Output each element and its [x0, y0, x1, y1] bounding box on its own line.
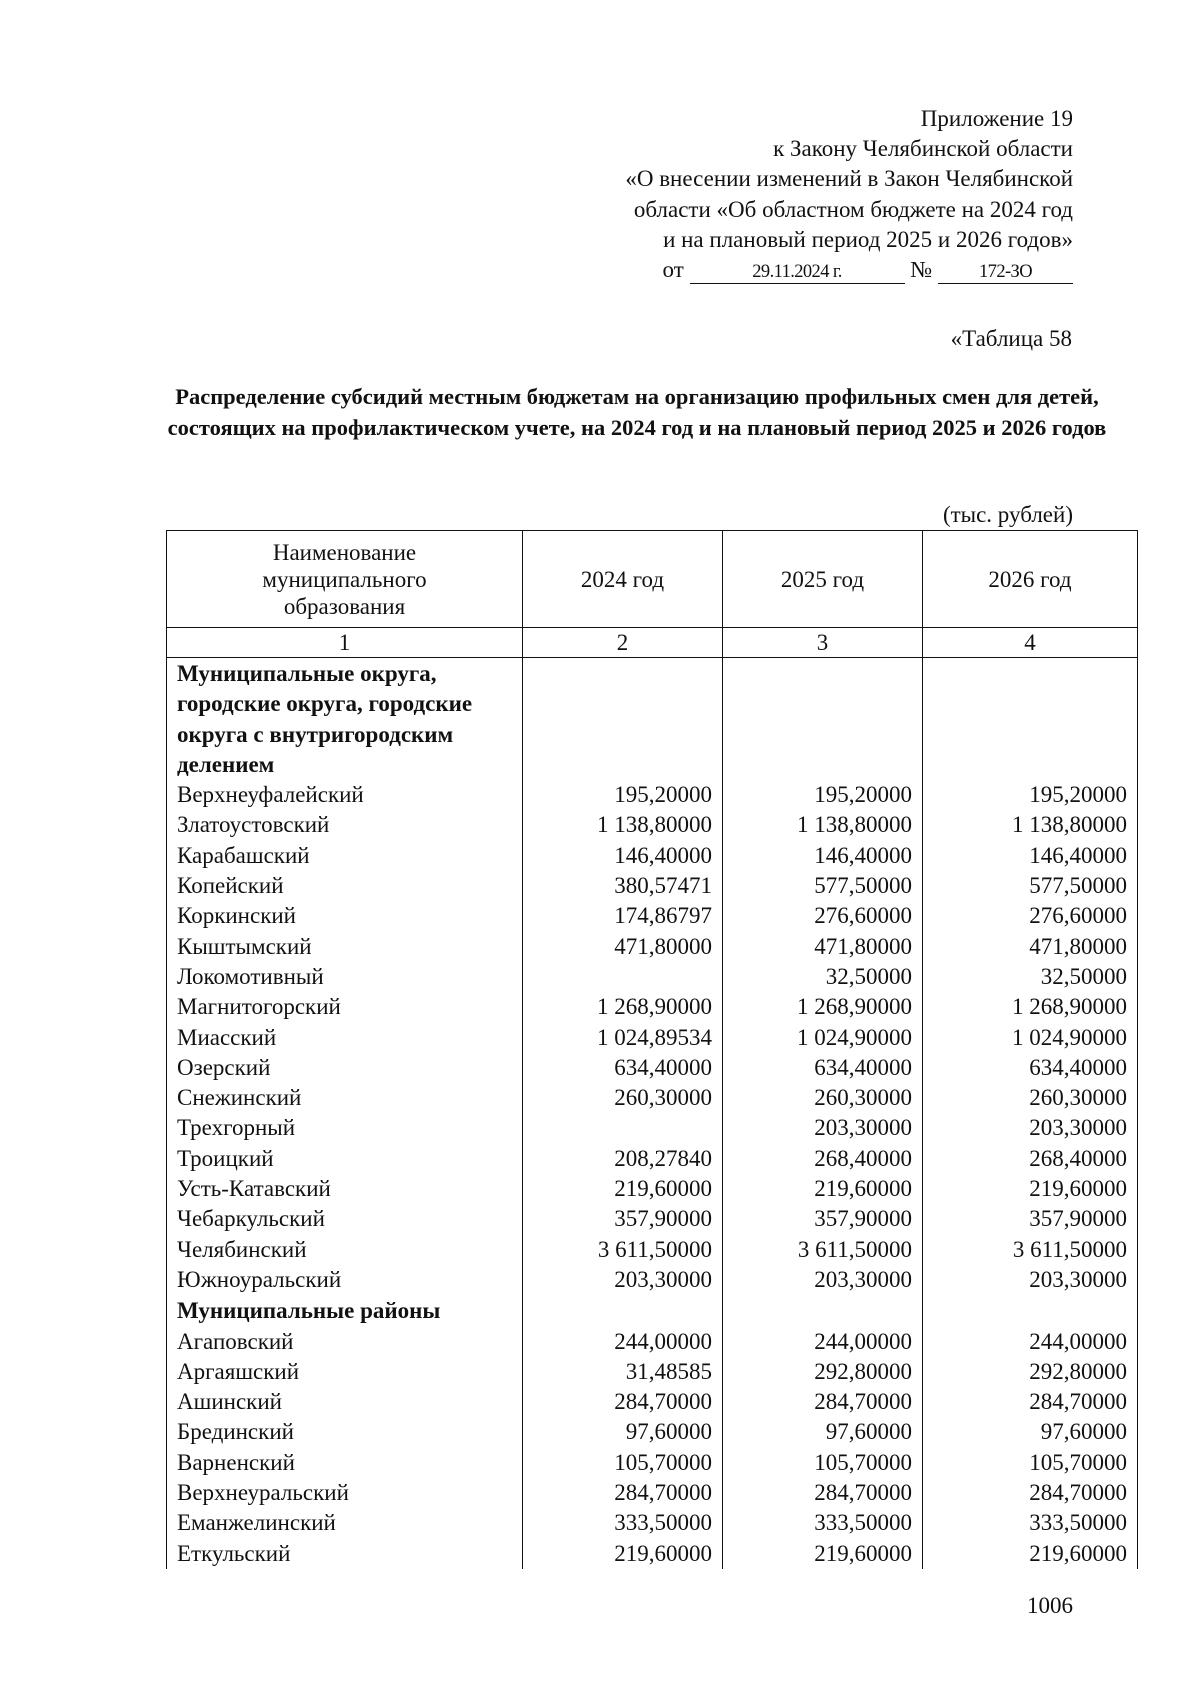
- column-header: 2024 год: [523, 531, 723, 628]
- table-row: [167, 841, 1138, 871]
- appendix-line: «О внесении изменений в Закон Челябинской: [625, 166, 1073, 192]
- date-prefix: от: [662, 257, 684, 283]
- value-2026: 357,90000: [923, 1204, 1138, 1234]
- table-row: [167, 1327, 1138, 1357]
- municipality-name: Ашинский: [167, 1387, 523, 1417]
- municipality-name: Еманжелинский: [167, 1508, 523, 1538]
- value-2024: 146,40000: [523, 841, 723, 871]
- table-row: [167, 1539, 1138, 1569]
- table-row: [167, 1387, 1138, 1417]
- value-2025: 284,70000: [723, 1478, 923, 1508]
- value-2024: 219,60000: [523, 1174, 723, 1204]
- municipality-name: Брединский: [167, 1417, 523, 1447]
- column-header: 2026 год: [923, 531, 1138, 628]
- value-2026: 105,70000: [923, 1448, 1138, 1478]
- value-2026: 203,30000: [923, 1265, 1138, 1295]
- municipality-name: Челябинский: [167, 1235, 523, 1265]
- column-header: 2025 год: [723, 531, 923, 628]
- municipality-name: Южноуральский: [167, 1265, 523, 1295]
- table-row: [167, 1023, 1138, 1053]
- value-2025: 1 268,90000: [723, 992, 923, 1022]
- value-2026: 471,80000: [923, 932, 1138, 962]
- table-row: [167, 962, 1138, 992]
- empty-cell: [523, 658, 723, 781]
- value-2024: 219,60000: [523, 1539, 723, 1569]
- value-2025: 471,80000: [723, 932, 923, 962]
- empty-cell: [923, 1295, 1138, 1326]
- section-title: Муниципальные округа, городские округа, городские округа с внутригородским делением: [167, 658, 523, 781]
- value-2026: 146,40000: [923, 841, 1138, 871]
- value-2025: 634,40000: [723, 1053, 923, 1083]
- table-row: [167, 1508, 1138, 1538]
- value-2026: 284,70000: [923, 1478, 1138, 1508]
- value-2024: 208,27840: [523, 1144, 723, 1174]
- value-2025: 1 024,90000: [723, 1023, 923, 1053]
- appendix-line: к Закону Челябинской области: [773, 136, 1073, 162]
- value-2024: 203,30000: [523, 1265, 723, 1295]
- empty-cell: [723, 1295, 923, 1326]
- subsidy-table: [166, 530, 1138, 1569]
- value-2025: 195,20000: [723, 780, 923, 810]
- municipality-name: Усть-Катавский: [167, 1174, 523, 1204]
- value-2026: 577,50000: [923, 871, 1138, 901]
- table-row: [167, 901, 1138, 931]
- law-date: 29.11.2024 г.: [690, 261, 905, 284]
- municipality-name: Коркинский: [167, 901, 523, 931]
- value-2025: 219,60000: [723, 1539, 923, 1569]
- value-2024: 3 611,50000: [523, 1235, 723, 1265]
- value-2025: 268,40000: [723, 1144, 923, 1174]
- value-2025: 276,60000: [723, 901, 923, 931]
- value-2024: 97,60000: [523, 1417, 723, 1447]
- empty-cell: [723, 658, 923, 781]
- value-2026: 1 138,80000: [923, 810, 1138, 840]
- value-2024: 284,70000: [523, 1387, 723, 1417]
- value-2024: 260,30000: [523, 1083, 723, 1113]
- value-2026: 244,00000: [923, 1327, 1138, 1357]
- municipality-name: Локомотивный: [167, 962, 523, 992]
- table-row: [167, 992, 1138, 1022]
- municipality-name: Кыштымский: [167, 932, 523, 962]
- value-2024: 333,50000: [523, 1508, 723, 1538]
- value-2026: 333,50000: [923, 1508, 1138, 1538]
- value-2025: 146,40000: [723, 841, 923, 871]
- table-row: [167, 871, 1138, 901]
- table-label: «Таблица 58: [950, 326, 1072, 351]
- section-row: [167, 1295, 1138, 1326]
- municipality-name: Магнитогорский: [167, 992, 523, 1022]
- section-row: [167, 658, 1138, 781]
- table-row: [167, 1174, 1138, 1204]
- municipality-name: Карабашский: [167, 841, 523, 871]
- value-2026: 276,60000: [923, 901, 1138, 931]
- column-number: 1: [167, 628, 523, 658]
- page-number: 1006: [1027, 1593, 1073, 1618]
- municipality-name: Снежинский: [167, 1083, 523, 1113]
- value-2026: 1 024,90000: [923, 1023, 1138, 1053]
- value-2026: 195,20000: [923, 780, 1138, 810]
- table-row: [167, 1417, 1138, 1447]
- value-2024: [523, 1113, 723, 1143]
- units-label: (тыс. рублей): [942, 502, 1073, 527]
- number-sign: №: [910, 257, 933, 283]
- value-2026: 268,40000: [923, 1144, 1138, 1174]
- table-row: [167, 1053, 1138, 1083]
- table-row: [167, 1448, 1138, 1478]
- table-row: [167, 810, 1138, 840]
- municipality-name: Озерский: [167, 1053, 523, 1083]
- table-row: [167, 1204, 1138, 1234]
- value-2025: 1 138,80000: [723, 810, 923, 840]
- value-2025: 357,90000: [723, 1204, 923, 1234]
- value-2025: 577,50000: [723, 871, 923, 901]
- value-2024: 174,86797: [523, 901, 723, 931]
- municipality-name: Трехгорный: [167, 1113, 523, 1143]
- date-number-line: [625, 255, 1073, 285]
- value-2025: 219,60000: [723, 1174, 923, 1204]
- empty-cell: [523, 1295, 723, 1326]
- section-title: Муниципальные районы: [167, 1295, 523, 1326]
- header-row: [167, 531, 1138, 628]
- municipality-name: Златоустовский: [167, 810, 523, 840]
- column-number: 2: [523, 628, 723, 658]
- value-2026: 219,60000: [923, 1174, 1138, 1204]
- value-2025: 333,50000: [723, 1508, 923, 1538]
- value-2025: 32,50000: [723, 962, 923, 992]
- value-2026: 284,70000: [923, 1387, 1138, 1417]
- column-number: 4: [923, 628, 1138, 658]
- value-2026: 3 611,50000: [923, 1235, 1138, 1265]
- value-2025: 203,30000: [723, 1265, 923, 1295]
- value-2024: 31,48585: [523, 1357, 723, 1387]
- value-2024: 1 268,90000: [523, 992, 723, 1022]
- value-2025: 3 611,50000: [723, 1235, 923, 1265]
- value-2026: 1 268,90000: [923, 992, 1138, 1022]
- value-2024: 380,57471: [523, 871, 723, 901]
- table-row: [167, 1113, 1138, 1143]
- value-2026: 634,40000: [923, 1053, 1138, 1083]
- municipality-name: Копейский: [167, 871, 523, 901]
- empty-cell: [923, 658, 1138, 781]
- table-row: [167, 1083, 1138, 1113]
- appendix-line: области «Об областном бюджете на 2024 год: [633, 196, 1073, 222]
- municipality-name: Верхнеуфалейский: [167, 780, 523, 810]
- value-2025: 284,70000: [723, 1387, 923, 1417]
- value-2025: 203,30000: [723, 1113, 923, 1143]
- table-row: [167, 1478, 1138, 1508]
- municipality-name: Еткульский: [167, 1539, 523, 1569]
- table-body: [167, 658, 1138, 1569]
- municipality-name: Чебаркульский: [167, 1204, 523, 1234]
- appendix-line: и на плановый период 2025 и 2026 годов»: [663, 226, 1073, 252]
- document-title: Распределение субсидий местным бюджетам на организацию профильных смен для детей, состоящих на профилактическом учете, на 2024 год и на плановый период 2025 и 2026 годов: [167, 384, 1107, 440]
- value-2024: 105,70000: [523, 1448, 723, 1478]
- table-row: [167, 1144, 1138, 1174]
- table-row: [167, 1357, 1138, 1387]
- value-2026: 203,30000: [923, 1113, 1138, 1143]
- municipality-name: Варненский: [167, 1448, 523, 1478]
- municipality-name: Верхнеуральский: [167, 1478, 523, 1508]
- law-number: 172-ЗО: [938, 261, 1073, 284]
- value-2025: 105,70000: [723, 1448, 923, 1478]
- column-header: Наименование муниципального образования: [167, 531, 523, 628]
- municipality-name: Миасский: [167, 1023, 523, 1053]
- table-row: [167, 1265, 1138, 1295]
- value-2024: 1 024,89534: [523, 1023, 723, 1053]
- appendix-line: Приложение 19: [920, 106, 1073, 131]
- value-2025: 244,00000: [723, 1327, 923, 1357]
- value-2026: 292,80000: [923, 1357, 1138, 1387]
- value-2025: 97,60000: [723, 1417, 923, 1447]
- value-2026: 97,60000: [923, 1417, 1138, 1447]
- value-2024: 284,70000: [523, 1478, 723, 1508]
- appendix-header: [625, 104, 1073, 285]
- municipality-name: Агаповский: [167, 1327, 523, 1357]
- value-2024: [523, 962, 723, 992]
- table-row: [167, 1235, 1138, 1265]
- value-2024: 1 138,80000: [523, 810, 723, 840]
- value-2024: 244,00000: [523, 1327, 723, 1357]
- value-2024: 471,80000: [523, 932, 723, 962]
- table-row: [167, 932, 1138, 962]
- column-number: 3: [723, 628, 923, 658]
- municipality-name: Троицкий: [167, 1144, 523, 1174]
- value-2026: 260,30000: [923, 1083, 1138, 1113]
- value-2026: 32,50000: [923, 962, 1138, 992]
- value-2024: 634,40000: [523, 1053, 723, 1083]
- value-2025: 260,30000: [723, 1083, 923, 1113]
- value-2024: 357,90000: [523, 1204, 723, 1234]
- value-2024: 195,20000: [523, 780, 723, 810]
- column-number-row: [167, 628, 1138, 658]
- value-2026: 219,60000: [923, 1539, 1138, 1569]
- value-2025: 292,80000: [723, 1357, 923, 1387]
- municipality-name: Аргаяшский: [167, 1357, 523, 1387]
- table-row: [167, 780, 1138, 810]
